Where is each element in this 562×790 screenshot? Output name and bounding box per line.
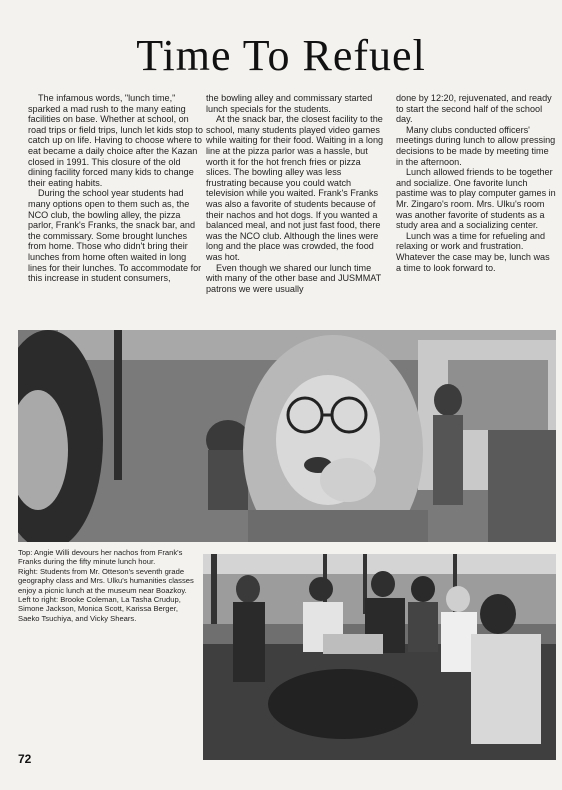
article-column-2 <box>206 93 384 294</box>
article-column-3 <box>396 93 556 273</box>
article-paragraph: done by 12:20, rejuvenated, and ready to start the second half of the school day. <box>396 93 552 125</box>
photo-picnic-image <box>203 554 556 760</box>
photo-girl-eating <box>18 330 556 542</box>
article-column-1 <box>28 93 204 284</box>
photo-girl-eating-image <box>18 330 556 542</box>
page-number: 72 <box>18 752 32 766</box>
article-paragraph: the bowling alley and commissary started lunch specials for the students. <box>206 93 373 114</box>
article-paragraph: The infamous words, "lunch time," sparked a mad rush to the many eating facilities on base. Whether at school, on road trips or field trips, lunch let kids stop to catch up on life. Having to choose where to eat became a daily choice after the Kazan closed in 1991. This closure of the old dining facility forced many kids to change their eating habits. <box>28 93 203 188</box>
caption-right: Right: Students from Mr. Otteson's seventh grade geography class and Mrs. Ulku's humanities classes enjoy a picnic lunch at the museum near Boazkoy. Left to right: Brooke Coleman, La Tasha Crudup, Simone Jackson, Monica Scott, Karissa Berger, Saeko Tsuchiya, and Vicky Shears. <box>18 566 194 623</box>
article-paragraph: Many clubs conducted officers' meetings during lunch to allow pressing decisions to be made by meeting time in the afternoon. <box>396 124 556 167</box>
article-paragraph: At the snack bar, the closest facility to the school, many students played video games while waiting for their food. Waiting in a long line at the pizza parlor was a hassle, but worth it for the hot french fries or pizza slices. The bowling alley was less frustrating because you could watch television while you waited. Frank's Franks was also a favorite of students because of their nachos and hot dogs. If you wanted a balanced meal, and not just fast food, there was the NCO club. Although the lines were long and the place was crowded, the food was hot. <box>206 114 384 262</box>
article-paragraph: Lunch was a time for refueling and relaxing or work and frustration. Whatever the case may be, lunch was a time to look forward to. <box>396 230 550 273</box>
photo-captions <box>18 548 198 623</box>
article-paragraph: During the school year students had many options open to them such as, the NCO club, the bowling alley, the pizza parlor, Frank's Franks, the snack bar, and the commissary. Some brought lunches from home. Those who didn't bring their lunches from home often waited in long lines for their lunches. To accommodate for this increase in student consumers, <box>28 188 202 284</box>
article-paragraph: Lunch allowed friends to be together and socialize. One favorite lunch pastime was to play computer games in Mr. Zingaro's room. Mrs. Ulku's room was another favorite of students as a study area and a socializing center. <box>396 167 556 231</box>
article-paragraph: Even though we shared our lunch time with many of the other base and JUSMMAT patrons we were usually <box>206 262 382 294</box>
photo-picnic <box>203 554 556 760</box>
page-title: Time To Refuel <box>136 31 426 80</box>
caption-top: Top: Angie Willi devours her nachos from Frank's Franks during the fifty minute lunch hour. <box>18 548 183 567</box>
